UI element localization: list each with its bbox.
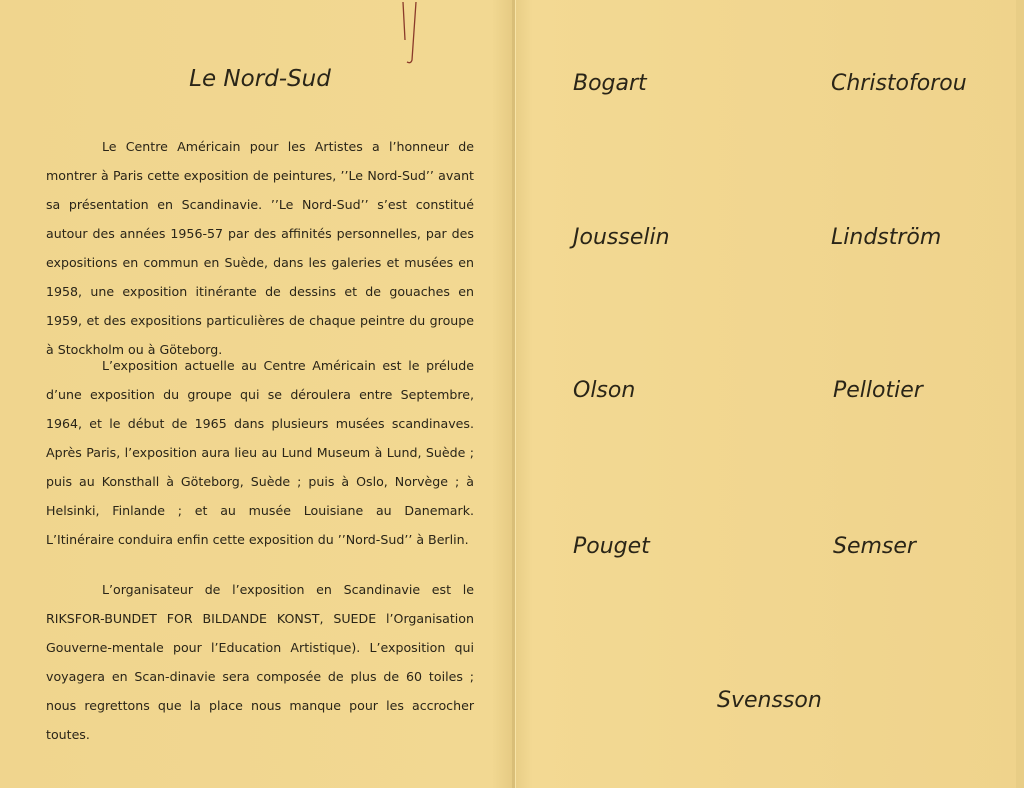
center-fold-highlight <box>515 0 516 788</box>
paragraph-intro-text: Le Centre Américain pour les Artistes a l’honneur de montrer à Paris cette exposition de peintures, ’’Le Nord-Sud’’ avant sa présentation en Scandinavie. ’’Le Nord-Sud’’ s’est constitué autour des années 1956-57 par des affinités personnelles, par des expositions en commun en Suède, dans les galeries et musées en 1958, une exposition itinérante de dessins et de gouaches en 1959, et des expositions particulières de chaque peintre du groupe à Stockholm ou à Göteborg. <box>46 139 474 357</box>
page-edge <box>1016 0 1024 788</box>
paragraph-intro <box>46 132 474 364</box>
paragraph-itinerary-text: L’exposition actuelle au Centre Américain est le prélude d’une exposition du groupe qui se déroulera entre Septembre, 1964, et le début de 1965 dans plusieurs musées scandinaves. Après Paris, l’exposition aura lieu au Lund Museum à Lund, Suède ; puis au Konsthall à Göteborg, Suède ; puis à Oslo, Norvège ; à Helsinki, Finlande ; et au musée Louisiane au Danemark. L’Itinéraire conduira enfin cette exposition du ’’Nord-Sud’’ à Berlin. <box>46 358 474 547</box>
artist-name: Jousselin <box>573 225 670 250</box>
artist-name: Olson <box>573 378 636 403</box>
paragraph-organiser-text: L’organisateur de l’exposition en Scandinavie est le RIKSFOR-BUNDET FOR BILDANDE KONST, SUEDE l’Organisation Gouverne-mentale pour l’Education Artistique). L’exposition qui voyagera en Scan-dinavie sera composée de plus de 60 toiles ; nous regrettons que la place nous manque pour les accrocher toutes. <box>46 582 474 742</box>
pencil-mark <box>399 0 421 66</box>
artist-name: Bogart <box>573 71 647 96</box>
artist-name: Pouget <box>573 534 650 559</box>
paragraph-organiser <box>46 575 474 749</box>
artist-name: Semser <box>833 534 916 559</box>
artist-name: Pellotier <box>833 378 923 403</box>
artist-name: Svensson <box>717 688 822 713</box>
page-title: Le Nord-Sud <box>189 66 331 92</box>
artist-name: Lindström <box>831 225 942 250</box>
paragraph-itinerary <box>46 351 474 554</box>
artist-name: Christoforou <box>831 71 967 96</box>
